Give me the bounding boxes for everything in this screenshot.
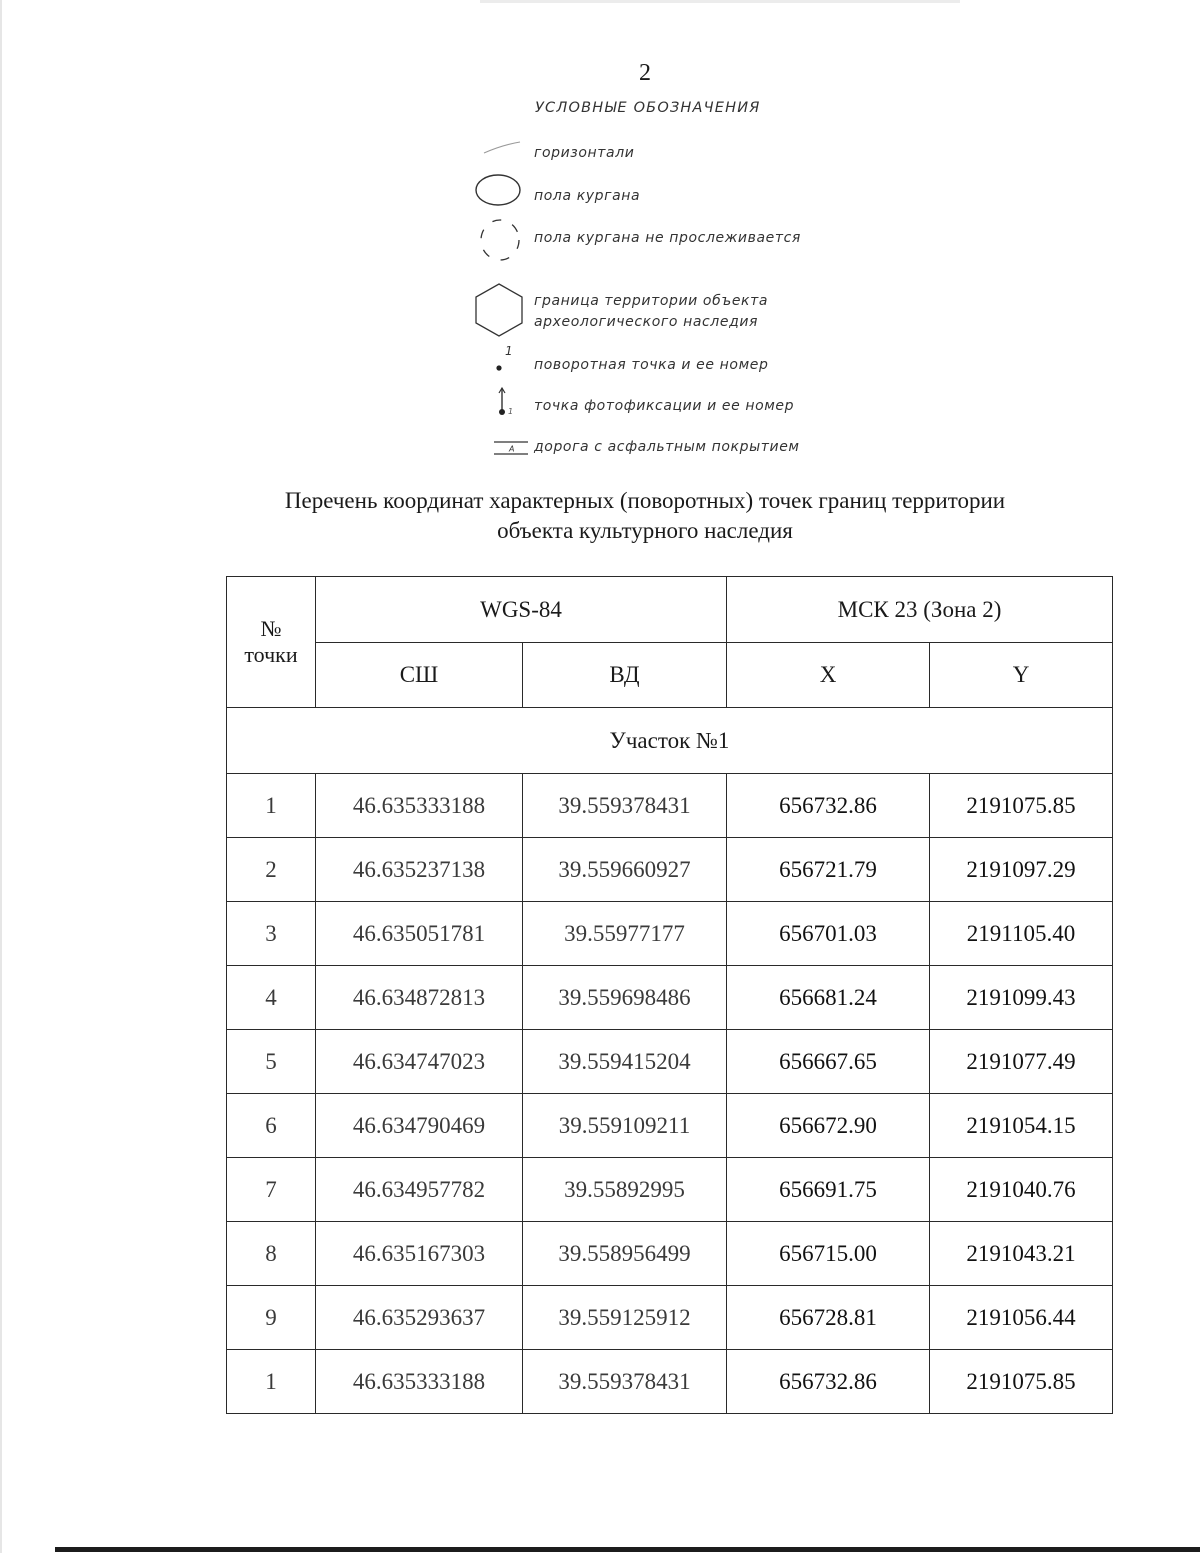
y-cell: 2191075.85 xyxy=(930,774,1113,838)
x-cell: 656721.79 xyxy=(727,838,930,902)
x-cell: 656672.90 xyxy=(727,1094,930,1158)
scan-top-artifact xyxy=(480,0,960,3)
column-header-lon: ВД xyxy=(523,643,727,708)
x-cell: 656728.81 xyxy=(727,1286,930,1350)
msk23-header: МСК 23 (Зона 2) xyxy=(727,577,1113,643)
x-cell: 656691.75 xyxy=(727,1158,930,1222)
y-cell: 2191040.76 xyxy=(930,1158,1113,1222)
point-number-sign: № xyxy=(260,616,282,641)
y-cell: 2191099.43 xyxy=(930,966,1113,1030)
longitude-cell: 39.559378431 xyxy=(523,1350,727,1414)
point-number-word: точки xyxy=(244,642,298,667)
latitude-cell: 46.635237138 xyxy=(316,838,523,902)
latitude-cell: 46.634957782 xyxy=(316,1158,523,1222)
point-number-cell: 6 xyxy=(227,1094,316,1158)
table-row xyxy=(227,1350,1113,1414)
photo-point-number: 1 xyxy=(508,407,514,416)
column-header-x: X xyxy=(727,643,930,708)
x-cell: 656732.86 xyxy=(727,774,930,838)
hexagon-icon xyxy=(472,282,526,338)
point-number-cell: 3 xyxy=(227,902,316,966)
column-header-y: Y xyxy=(930,643,1113,708)
latitude-cell: 46.635333188 xyxy=(316,774,523,838)
x-cell: 656701.03 xyxy=(727,902,930,966)
latitude-cell: 46.634747023 xyxy=(316,1030,523,1094)
y-cell: 2191077.49 xyxy=(930,1030,1113,1094)
wgs84-header: WGS-84 xyxy=(316,577,727,643)
latitude-cell: 46.635333188 xyxy=(316,1350,523,1414)
table-row xyxy=(227,966,1113,1030)
legend-label: граница территории объекта xyxy=(534,293,769,309)
point-number-cell: 1 xyxy=(227,1350,316,1414)
x-cell: 656715.00 xyxy=(727,1222,930,1286)
longitude-cell: 39.559125912 xyxy=(523,1286,727,1350)
longitude-cell: 39.559660927 xyxy=(523,838,727,902)
point-number-header xyxy=(227,577,316,708)
point-number-cell: 8 xyxy=(227,1222,316,1286)
ellipse-icon xyxy=(474,172,522,208)
heading-line-1: Перечень координат характерных (поворотных) точек границ территории xyxy=(284,488,1006,513)
x-cell: 656667.65 xyxy=(727,1030,930,1094)
legend-title: УСЛОВНЫЕ ОБОЗНАЧЕНИЯ xyxy=(535,100,761,116)
table-subheader-row xyxy=(227,643,1113,708)
longitude-cell: 39.55892995 xyxy=(523,1158,727,1222)
section-row xyxy=(227,708,1113,774)
latitude-cell: 46.634872813 xyxy=(316,966,523,1030)
turning-point-number: 1 xyxy=(505,344,513,358)
point-number-cell: 4 xyxy=(227,966,316,1030)
section-title: Участок №1 xyxy=(227,708,1113,774)
table-row xyxy=(227,1030,1113,1094)
table-row xyxy=(227,1094,1113,1158)
latitude-cell: 46.635167303 xyxy=(316,1222,523,1286)
point-number-cell: 5 xyxy=(227,1030,316,1094)
point-number-cell: 7 xyxy=(227,1158,316,1222)
legend-label: поворотная точка и ее номер xyxy=(534,357,769,373)
coordinates-table xyxy=(226,576,1113,1414)
x-cell: 656732.86 xyxy=(727,1350,930,1414)
legend-label: дорога с асфальтным покрытием xyxy=(534,439,800,455)
contour-line-icon xyxy=(482,140,522,156)
y-cell: 2191105.40 xyxy=(930,902,1113,966)
y-cell: 2191075.85 xyxy=(930,1350,1113,1414)
longitude-cell: 39.559109211 xyxy=(523,1094,727,1158)
dashed-ellipse-icon xyxy=(478,218,524,264)
bottom-scan-rule xyxy=(55,1547,1200,1552)
table-row xyxy=(227,1158,1113,1222)
point-number-cell: 9 xyxy=(227,1286,316,1350)
table-row xyxy=(227,838,1113,902)
table-row xyxy=(227,1286,1113,1350)
latitude-cell: 46.635293637 xyxy=(316,1286,523,1350)
legend-label: пола кургана xyxy=(534,188,641,204)
legend-label: пола кургана не прослеживается xyxy=(534,230,801,246)
longitude-cell: 39.558956499 xyxy=(523,1222,727,1286)
scan-edge xyxy=(0,0,2,1553)
point-number-cell: 2 xyxy=(227,838,316,902)
table-row xyxy=(227,774,1113,838)
longitude-cell: 39.559698486 xyxy=(523,966,727,1030)
x-cell: 656681.24 xyxy=(727,966,930,1030)
y-cell: 2191054.15 xyxy=(930,1094,1113,1158)
page-number: 2 xyxy=(639,60,651,86)
table-row xyxy=(227,1222,1113,1286)
point-number-cell: 1 xyxy=(227,774,316,838)
longitude-cell: 39.559415204 xyxy=(523,1030,727,1094)
latitude-cell: 46.634790469 xyxy=(316,1094,523,1158)
table-heading xyxy=(0,486,1200,546)
y-cell: 2191056.44 xyxy=(930,1286,1113,1350)
latitude-cell: 46.635051781 xyxy=(316,902,523,966)
table-header-row xyxy=(227,577,1113,643)
column-header-lat: СШ xyxy=(316,643,523,708)
turning-point-icon xyxy=(492,342,516,376)
longitude-cell: 39.559378431 xyxy=(523,774,727,838)
legend-label: точка фотофиксации и ее номер xyxy=(534,398,795,414)
legend-label: археологического наследия xyxy=(534,314,759,330)
photo-point-icon xyxy=(494,384,520,420)
table-row xyxy=(227,902,1113,966)
legend-label: горизонтали xyxy=(534,145,635,161)
longitude-cell: 39.55977177 xyxy=(523,902,727,966)
y-cell: 2191097.29 xyxy=(930,838,1113,902)
heading-line-2: объекта культурного наследия xyxy=(497,518,793,543)
asphalt-road-icon xyxy=(493,438,529,458)
y-cell: 2191043.21 xyxy=(930,1222,1113,1286)
road-letter: А xyxy=(509,444,515,454)
